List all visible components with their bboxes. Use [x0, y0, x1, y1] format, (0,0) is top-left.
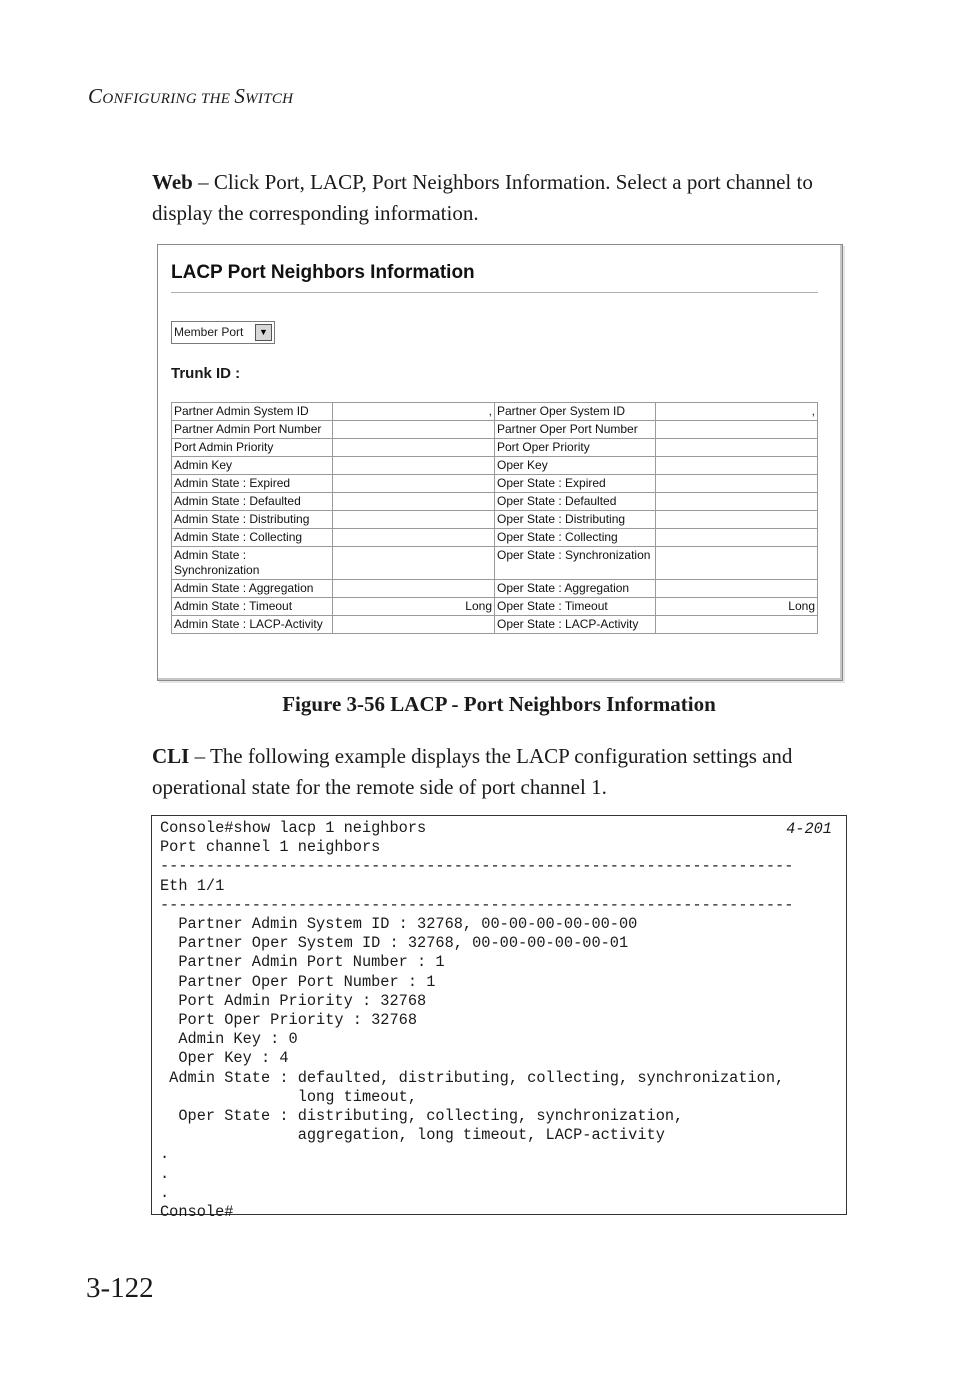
- field-value: [333, 457, 495, 475]
- web-text: – Click Port, LACP, Port Neighbors Information. Select a port channel to display the corresponding information.: [152, 170, 813, 225]
- field-label: Partner Admin System ID: [172, 403, 333, 421]
- field-value: [656, 475, 818, 493]
- running-head: CONFIGURING THE SWITCH: [88, 84, 294, 108]
- field-value: [656, 511, 818, 529]
- field-value: [656, 580, 818, 598]
- chevron-down-icon[interactable]: ▼: [255, 324, 272, 341]
- field-label: Oper State : Synchronization: [495, 547, 656, 580]
- neighbors-table: [171, 402, 818, 634]
- command-reference: 4-201: [786, 820, 832, 838]
- field-label: Partner Oper System ID: [495, 403, 656, 421]
- table-row: [172, 547, 818, 580]
- field-value: [333, 421, 495, 439]
- code-line: aggregation, long timeout, LACP-activity: [160, 1126, 665, 1145]
- field-label: Oper State : Collecting: [495, 529, 656, 547]
- cli-text: – The following example displays the LACP configuration settings and operational state for the remote side of port channel 1.: [152, 744, 793, 799]
- field-label: Port Admin Priority: [172, 439, 333, 457]
- field-label: Oper State : Aggregation: [495, 580, 656, 598]
- screenshot-title: LACP Port Neighbors Information: [171, 262, 475, 283]
- field-value: [333, 547, 495, 580]
- field-value: [333, 616, 495, 634]
- field-label: Oper State : Defaulted: [495, 493, 656, 511]
- trunk-id-label: Trunk ID :: [171, 365, 241, 382]
- field-value: [333, 493, 495, 511]
- page-number: 3-122: [86, 1272, 154, 1304]
- table-row: [172, 439, 818, 457]
- field-value: Long: [656, 598, 818, 616]
- field-label: Oper State : Timeout: [495, 598, 656, 616]
- field-value: [656, 439, 818, 457]
- code-line: .: [160, 1183, 170, 1202]
- table-row: [172, 493, 818, 511]
- field-value: [656, 547, 818, 580]
- code-block: [151, 815, 847, 1221]
- code-line: ---------------------------------------------------------------------: [160, 857, 794, 876]
- figure-caption: Figure 3-56 LACP - Port Neighbors Information: [282, 692, 716, 716]
- field-value: ,: [656, 403, 818, 421]
- field-label: Admin State : Expired: [172, 475, 333, 493]
- web-paragraph: [152, 167, 852, 229]
- code-line: Partner Admin System ID : 32768, 00-00-00-00-00-00: [160, 915, 638, 933]
- field-label: Admin State : Timeout: [172, 598, 333, 616]
- field-label: Admin State : Distributing: [172, 511, 333, 529]
- field-label: Admin State : Aggregation: [172, 580, 333, 598]
- code-line: Partner Oper System ID : 32768, 00-00-00-00-00-01: [160, 934, 629, 953]
- code-line: .: [160, 1145, 170, 1164]
- field-value: [656, 529, 818, 547]
- field-label: Admin Key: [172, 457, 333, 475]
- lacp-screenshot: [157, 244, 843, 681]
- field-value: Long: [333, 598, 495, 616]
- field-label: Admin State : Defaulted: [172, 493, 333, 511]
- code-line: Admin Key : 0: [160, 1030, 298, 1049]
- table-row: [172, 580, 818, 598]
- code-line: .: [160, 1164, 170, 1183]
- cli-paragraph: [152, 741, 852, 803]
- table-row: [172, 616, 818, 634]
- code-line: Eth 1/1: [160, 876, 225, 895]
- code-line: Port channel 1 neighbors: [160, 838, 381, 857]
- code-line: Oper Key : 4: [160, 1049, 289, 1068]
- field-label: Oper Key: [495, 457, 656, 475]
- field-label: Admin State : LACP-Activity: [172, 616, 333, 634]
- select-value: Member Port: [174, 325, 244, 339]
- field-value: [333, 529, 495, 547]
- field-value: [656, 493, 818, 511]
- field-label: Port Oper Priority: [495, 439, 656, 457]
- code-line: Partner Admin Port Number : 1: [160, 953, 445, 972]
- field-value: [333, 439, 495, 457]
- code-line: long timeout,: [160, 1087, 418, 1106]
- cli-lead: CLI: [152, 744, 190, 768]
- field-value: [333, 511, 495, 529]
- code-line: Console#show lacp 1 neighbors: [160, 819, 427, 837]
- table-row: [172, 403, 818, 421]
- field-value: [333, 580, 495, 598]
- field-label: Oper State : Expired: [495, 475, 656, 493]
- code-line: ---------------------------------------------------------------------: [160, 895, 794, 914]
- table-row: [172, 421, 818, 439]
- code-line: Oper State : distributing, collecting, synchronization,: [160, 1107, 684, 1125]
- field-label: Oper State : LACP-Activity: [495, 616, 656, 634]
- field-value: [656, 457, 818, 475]
- field-value: [656, 421, 818, 439]
- member-port-select[interactable]: [171, 321, 275, 344]
- field-label: Admin State : Collecting: [172, 529, 333, 547]
- field-label: Admin State : Synchronization: [172, 547, 333, 580]
- field-label: Partner Admin Port Number: [172, 421, 333, 439]
- code-line: Console#: [160, 1203, 234, 1221]
- table-row: [172, 529, 818, 547]
- title-divider: [171, 292, 818, 293]
- code-line: Port Admin Priority : 32768: [160, 991, 427, 1010]
- table-row: [172, 475, 818, 493]
- code-line: Port Oper Priority : 32768: [160, 1011, 418, 1029]
- table-row: [172, 598, 818, 616]
- field-value: [333, 475, 495, 493]
- field-label: Partner Oper Port Number: [495, 421, 656, 439]
- code-line: Admin State : defaulted, distributing, collecting, synchronization,: [160, 1068, 785, 1087]
- field-value: [656, 616, 818, 634]
- table-row: [172, 511, 818, 529]
- table-row: [172, 457, 818, 475]
- field-value: ,: [333, 403, 495, 421]
- web-lead: Web: [152, 170, 193, 194]
- field-label: Oper State : Distributing: [495, 511, 656, 529]
- code-line: Partner Oper Port Number : 1: [160, 972, 436, 991]
